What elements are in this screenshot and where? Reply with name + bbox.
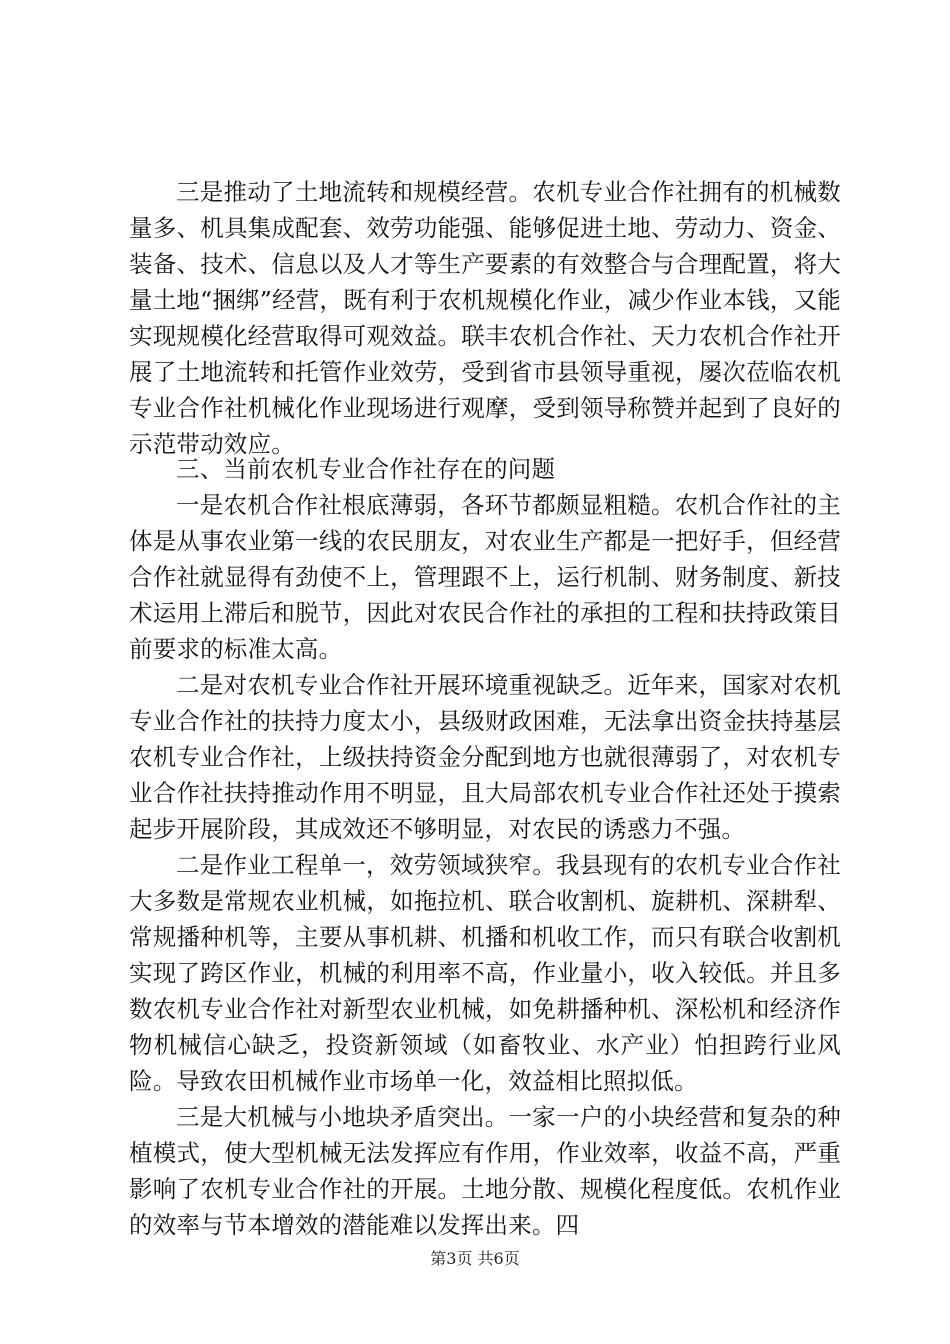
- page-number-footer: 第3页 共6页: [430, 1249, 520, 1268]
- body-text-top: [129, 174, 841, 462]
- paragraph-land-transfer: 三是推动了土地流转和规模经营。农机专业合作社拥有的机械数量多、机具集成配套、效劳功能强、能够促进土地、劳动力、资金、装备、技术、信息以及人才等生产要素的有效整合与合理配置，将大量土地“捆绑”经营，既有利于农机规模化作业，减少作业本钱，又能实现规模化经营取得可观效益。联丰农机合作社、天力农机合作社开展了土地流转和托管作业效劳，受到省市县领导重视，屡次莅临农机专业合作社机械化作业现场进行观摩，受到领导称赞并起到了良好的示范带动效应。: [129, 178, 841, 458]
- section-heading: 三、当前农机专业合作社存在的问题: [176, 455, 556, 483]
- paragraph-lack-of-attention: 二是对农机专业合作社开展环境重视缺乏。近年来，国家对农机专业合作社的扶持力度太小，县级财政困难，无法拿出资金扶持基层农机专业合作社，上级扶持资金分配到地方也就很薄弱了，对农机专业合作社扶持推动作用不明显，且大局部农机专业合作社还处于摸索起步开展阶段，其成效还不够明显，对农民的诱惑力不强。: [129, 671, 841, 843]
- paragraph-weak-foundation: 一是农机合作社根底薄弱，各环节都颇显粗糙。农机合作社的主体是从事农业第一线的农民朋友，对农业生产都是一把好手，但经营合作社就显得有劲使不上，管理跟不上，运行机制、财务制度、新技术运用上滞后和脱节，因此对农民合作社的承担的工程和扶持政策目前要求的标准太高。: [129, 491, 841, 663]
- body-text-bottom: [129, 451, 841, 1243]
- paragraph-machine-plot-conflict: 三是大机械与小地块矛盾突出。一家一户的小块经营和复杂的种植模式，使大型机械无法发挥应有作用，作业效率，收益不高，严重影响了农机专业合作社的开展。土地分散、规模化程度低。农机作业的效率与节本增效的潜能难以发挥出来。四: [129, 1103, 841, 1239]
- paragraph-narrow-services: 二是作业工程单一，效劳领域狭窄。我县现有的农机专业合作社大多数是常规农业机械，如拖拉机、联合收割机、旋耕机、深耕犁、常规播种机等，主要从事机耕、机播和机收工作，而只有联合收割机实现了跨区作业，机械的利用率不高，作业量小，收入较低。并且多数农机专业合作社对新型农业机械，如免耕播种机、深松机和经济作物机械信心缺乏，投资新领域（如畜牧业、水产业）怕担跨行业风险。导致农田机械作业市场单一化，效益相比照拟低。: [129, 851, 841, 1095]
